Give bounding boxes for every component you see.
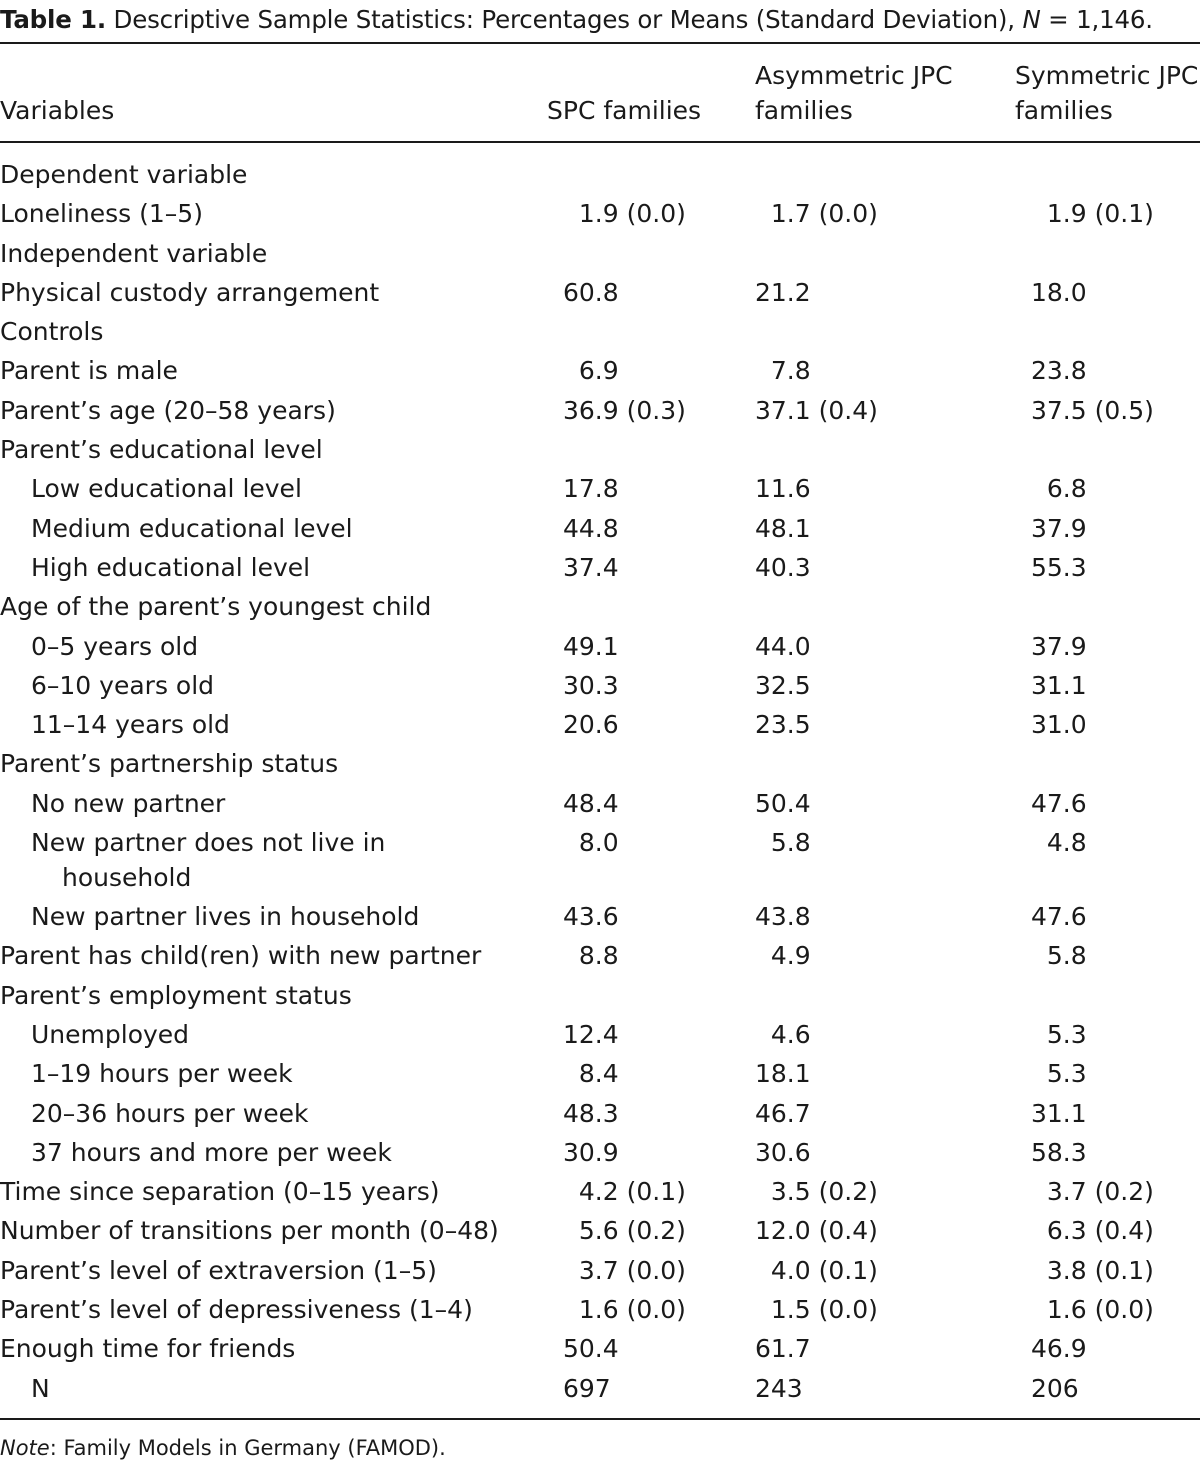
asymmetric-jpc-value: 3.5 (0.2)	[755, 1177, 878, 1207]
asymmetric-jpc-value: 18.1	[755, 1059, 811, 1089]
asymmetric-jpc-value: 4.9	[755, 941, 811, 971]
asymmetric-jpc-value: 21.2	[755, 277, 811, 307]
table-row	[0, 1133, 1200, 1172]
table-row	[0, 705, 1200, 744]
asymmetric-jpc-value: 50.4	[755, 788, 811, 818]
table-row	[0, 351, 1200, 390]
spc-value: 12.4	[563, 1019, 619, 1049]
spc-value: 8.4	[563, 1059, 619, 1089]
row-label: 0–5 years old	[31, 631, 199, 661]
asymmetric-jpc-value: 32.5	[755, 670, 811, 700]
table-row	[0, 587, 1200, 626]
table-row	[0, 897, 1200, 936]
spc-value: 17.8	[563, 474, 619, 504]
symmetric-jpc-value: 55.3	[1031, 552, 1087, 582]
table-row	[0, 1211, 1200, 1250]
table-row	[0, 784, 1200, 823]
asymmetric-jpc-value: 5.8	[755, 828, 811, 858]
symmetric-jpc-value: 37.5 (0.5)	[1031, 395, 1154, 425]
table-body	[0, 155, 1200, 1408]
row-label: Age of the parent’s youngest child	[0, 592, 432, 622]
row-label: N	[31, 1373, 50, 1403]
row-label: Parent’s employment status	[0, 980, 352, 1010]
symmetric-jpc-value: 1.6 (0.0)	[1031, 1295, 1154, 1325]
row-label: Medium educational level	[31, 513, 353, 543]
symmetric-jpc-value: 3.8 (0.1)	[1031, 1255, 1154, 1285]
row-label	[31, 825, 431, 895]
asymmetric-jpc-value: 11.6	[755, 474, 811, 504]
row-label: Independent variable	[0, 238, 268, 268]
symmetric-jpc-value: 31.1	[1031, 670, 1087, 700]
symmetric-jpc-value: 31.1	[1031, 1098, 1087, 1128]
row-label-line: New partner does not live in	[31, 828, 386, 858]
row-label: Parent is male	[0, 356, 178, 386]
row-label: 11–14 years old	[31, 710, 230, 740]
table-caption-label: Table 1.	[0, 5, 106, 34]
row-label: Enough time for friends	[0, 1334, 296, 1364]
bottom-rule	[0, 1418, 1200, 1420]
table-row	[0, 1094, 1200, 1133]
table-row	[0, 976, 1200, 1015]
row-label: Parent’s level of depressiveness (1–4)	[0, 1295, 473, 1325]
table-row	[0, 509, 1200, 548]
table-caption	[0, 0, 1200, 40]
symmetric-jpc-value: 47.6	[1031, 788, 1087, 818]
row-label: Low educational level	[31, 474, 302, 504]
asymmetric-jpc-value: 7.8	[755, 356, 811, 386]
spc-value: 6.9	[563, 356, 619, 386]
asymmetric-jpc-value: 40.3	[755, 552, 811, 582]
asymmetric-jpc-value: 4.0 (0.1)	[755, 1255, 878, 1285]
table-caption-text: Descriptive Sample Statistics: Percentages or Means (Standard Deviation),	[105, 5, 1023, 34]
spc-value: 1.9 (0.0)	[563, 199, 686, 229]
asymmetric-jpc-value: 46.7	[755, 1098, 811, 1128]
table-row	[0, 155, 1200, 194]
spc-value: 43.6	[563, 902, 619, 932]
spc-value: 48.4	[563, 788, 619, 818]
spc-value: 20.6	[563, 710, 619, 740]
table-row	[0, 627, 1200, 666]
symmetric-jpc-value: 31.0	[1031, 710, 1087, 740]
row-label: Unemployed	[31, 1019, 190, 1049]
asymmetric-jpc-value: 23.5	[755, 710, 811, 740]
asymmetric-jpc-value: 1.5 (0.0)	[755, 1295, 878, 1325]
symmetric-jpc-value: 206	[1031, 1373, 1079, 1403]
top-rule	[0, 42, 1200, 44]
table-row	[0, 1369, 1200, 1408]
asymmetric-jpc-value: 243	[755, 1373, 803, 1403]
row-label: No new partner	[31, 788, 226, 818]
symmetric-jpc-value: 5.3	[1031, 1059, 1087, 1089]
asymmetric-jpc-value: 43.8	[755, 902, 811, 932]
table-row	[0, 823, 1200, 897]
spc-value: 48.3	[563, 1098, 619, 1128]
spc-value: 1.6 (0.0)	[563, 1295, 686, 1325]
table-row	[0, 1054, 1200, 1093]
spc-value: 8.8	[563, 941, 619, 971]
table-note-text: : Family Models in Germany (FAMOD).	[49, 1436, 446, 1460]
row-label: Physical custody arrangement	[0, 277, 380, 307]
asymmetric-jpc-value: 44.0	[755, 631, 811, 661]
asymmetric-jpc-value: 1.7 (0.0)	[755, 199, 878, 229]
table-row	[0, 391, 1200, 430]
table-row	[0, 194, 1200, 233]
table-row	[0, 1290, 1200, 1329]
symmetric-jpc-value: 58.3	[1031, 1137, 1087, 1167]
asymmetric-jpc-value: 61.7	[755, 1334, 811, 1364]
row-label: High educational level	[31, 552, 311, 582]
table-row	[0, 234, 1200, 273]
table-row	[0, 312, 1200, 351]
row-label: 20–36 hours per week	[31, 1098, 309, 1128]
symmetric-jpc-value: 37.9	[1031, 631, 1087, 661]
table-row	[0, 1329, 1200, 1368]
row-label: Loneliness (1–5)	[0, 199, 203, 229]
row-label: Parent’s educational level	[0, 435, 323, 465]
spc-value: 5.6 (0.2)	[563, 1216, 686, 1246]
row-label: New partner lives in household	[31, 902, 420, 932]
row-label: 37 hours and more per week	[31, 1137, 392, 1167]
table-row	[0, 469, 1200, 508]
header-rule	[0, 141, 1200, 143]
table-note-label: Note	[0, 1436, 50, 1460]
asymmetric-jpc-value: 30.6	[755, 1137, 811, 1167]
spc-value: 49.1	[563, 631, 619, 661]
table-row	[0, 744, 1200, 783]
header-asymmetric-jpc-families: Asymmetric JPC families	[755, 61, 953, 125]
symmetric-jpc-value: 6.3 (0.4)	[1031, 1216, 1154, 1246]
spc-value: 50.4	[563, 1334, 619, 1364]
table-row	[0, 1172, 1200, 1211]
row-label: 6–10 years old	[31, 670, 215, 700]
symmetric-jpc-value: 3.7 (0.2)	[1031, 1177, 1154, 1207]
spc-value: 697	[563, 1373, 611, 1403]
table-caption-n: N	[1022, 5, 1041, 34]
row-label: Number of transitions per month (0–48)	[0, 1216, 499, 1246]
spc-value: 60.8	[563, 277, 619, 307]
header-spc-families: SPC families	[547, 96, 702, 125]
spc-value: 4.2 (0.1)	[563, 1177, 686, 1207]
symmetric-jpc-value: 46.9	[1031, 1334, 1087, 1364]
header-symmetric-jpc-families: Symmetric JPC families	[1015, 61, 1199, 125]
table-row	[0, 430, 1200, 469]
asymmetric-jpc-value: 12.0 (0.4)	[755, 1216, 878, 1246]
symmetric-jpc-value: 47.6	[1031, 902, 1087, 932]
header-variables: Variables	[0, 96, 115, 125]
row-label: Dependent variable	[0, 160, 248, 189]
symmetric-jpc-value: 1.9 (0.1)	[1031, 199, 1154, 229]
symmetric-jpc-value: 18.0	[1031, 277, 1087, 307]
symmetric-jpc-value: 5.3	[1031, 1019, 1087, 1049]
row-label: Parent’s level of extraversion (1–5)	[0, 1255, 437, 1285]
symmetric-jpc-value: 4.8	[1031, 828, 1087, 858]
table-row	[0, 1251, 1200, 1290]
asymmetric-jpc-value: 48.1	[755, 513, 811, 543]
table-row	[0, 936, 1200, 975]
symmetric-jpc-value: 6.8	[1031, 474, 1087, 504]
row-label: Time since separation (0–15 years)	[0, 1177, 440, 1207]
asymmetric-jpc-value: 37.1 (0.4)	[755, 395, 878, 425]
symmetric-jpc-value: 5.8	[1031, 941, 1087, 971]
asymmetric-jpc-value: 4.6	[755, 1019, 811, 1049]
symmetric-jpc-value: 37.9	[1031, 513, 1087, 543]
spc-value: 8.0	[563, 828, 619, 858]
table-caption-n-value: = 1,146.	[1040, 5, 1153, 34]
row-label: Parent’s age (20–58 years)	[0, 395, 336, 425]
symmetric-jpc-value: 23.8	[1031, 356, 1087, 386]
table-row	[0, 666, 1200, 705]
spc-value: 44.8	[563, 513, 619, 543]
table-row	[0, 1015, 1200, 1054]
row-label: Controls	[0, 317, 104, 347]
spc-value: 30.3	[563, 670, 619, 700]
table-note	[0, 1433, 446, 1463]
table-row	[0, 548, 1200, 587]
row-label: Parent’s partnership status	[0, 749, 339, 779]
spc-value: 36.9 (0.3)	[563, 395, 686, 425]
row-label: 1–19 hours per week	[31, 1059, 293, 1089]
row-label: Parent has child(ren) with new partner	[0, 941, 482, 971]
row-label-continuation: household	[62, 863, 192, 893]
table-row	[0, 273, 1200, 312]
spc-value: 30.9	[563, 1137, 619, 1167]
spc-value: 37.4	[563, 552, 619, 582]
spc-value: 3.7 (0.0)	[563, 1255, 686, 1285]
